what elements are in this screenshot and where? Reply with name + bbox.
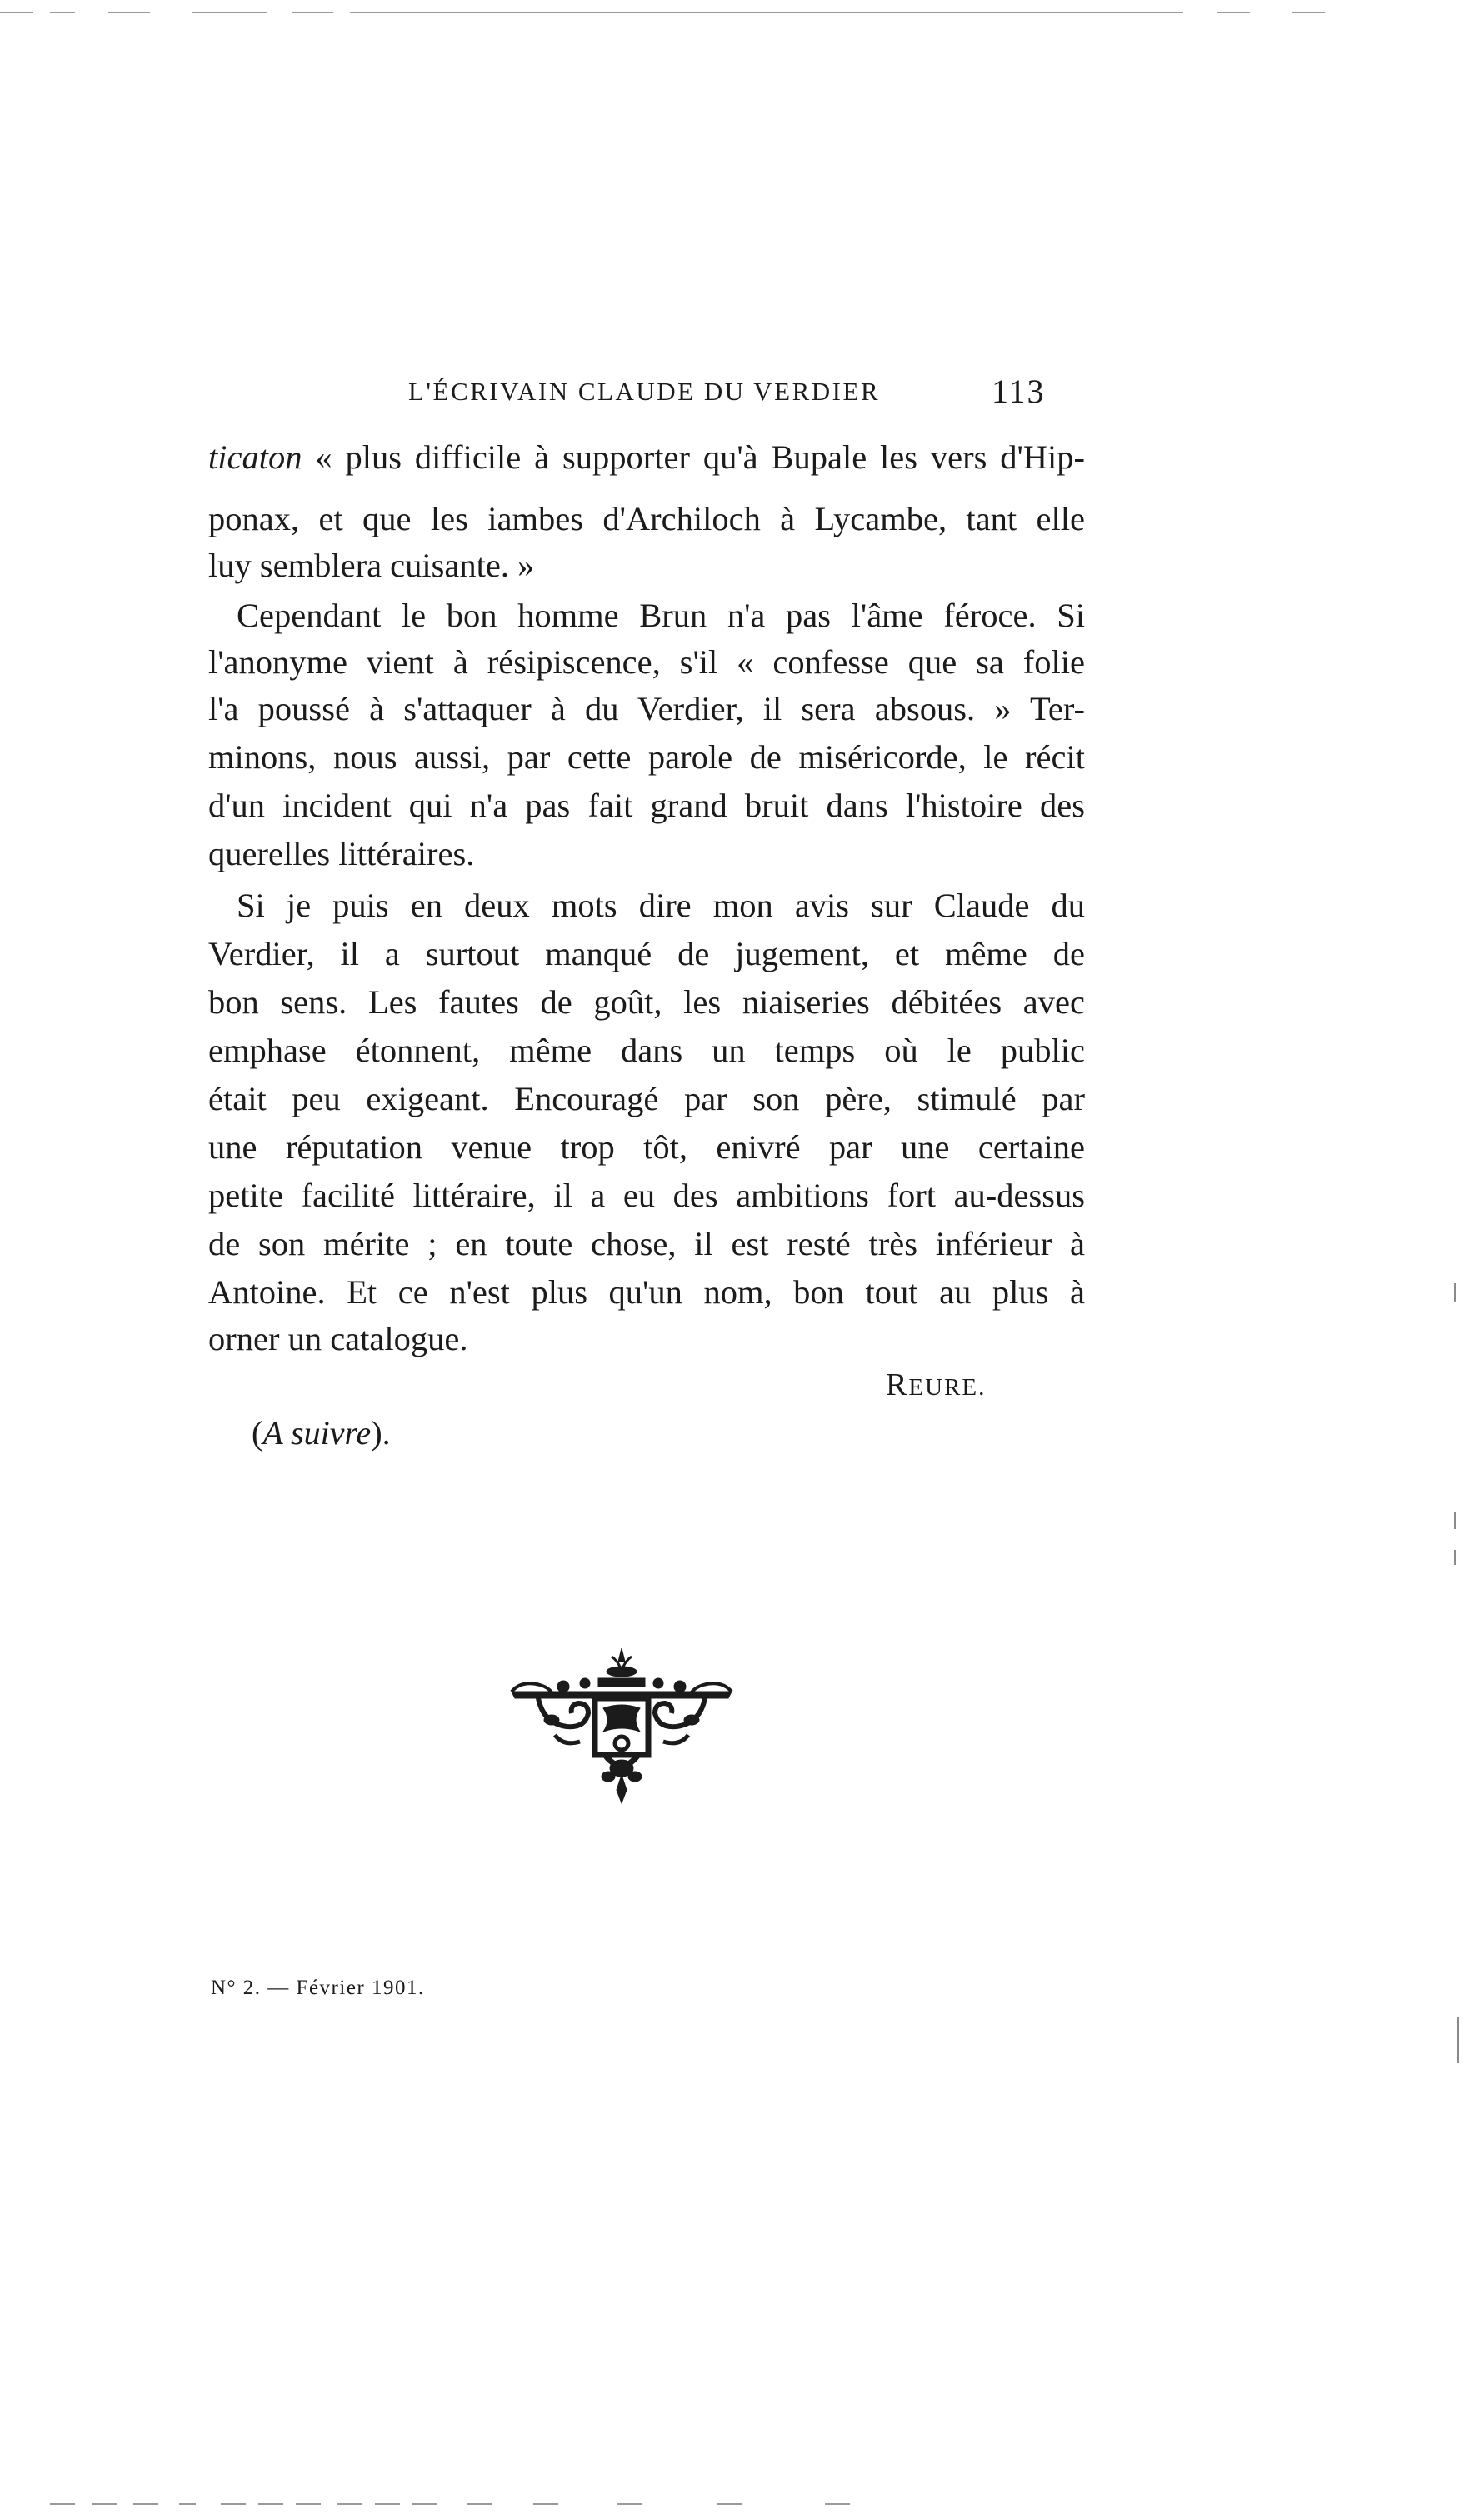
text-line: emphase étonnent, même dans un temps où le public (208, 1032, 1085, 1069)
text-line: Cependant le bon homme Brun n'a pas l'âme féroce. Si (237, 597, 1085, 634)
text-line: d'un incident qui n'a pas fait grand bruit dans l'histoire des (208, 787, 1085, 824)
scan-edge-top (0, 12, 1464, 15)
text-line: était peu exigeant. Encouragé par son père, stimulé par (208, 1080, 1085, 1118)
text-line: bon sens. Les fautes de goût, les niaiseries débitées avec (208, 983, 1085, 1021)
scan-mark (1457, 2017, 1459, 2062)
fleuron-ornament-icon (505, 1643, 738, 1810)
text-line: petite facilité littéraire, il a eu des ambitions fort au-dessus (208, 1177, 1085, 1214)
text-line: orner un catalogue. (208, 1320, 468, 1358)
author-signature: REURE. (886, 1368, 987, 1402)
text-line: Antoine. Et ce n'est plus qu'un nom, bon tout au plus à (208, 1273, 1085, 1311)
scan-edge-bottom (0, 2503, 1464, 2507)
text-line: Si je puis en deux mots dire mon avis sur Claude du (237, 887, 1085, 924)
continuation-note: (A suivre). (252, 1414, 391, 1452)
italic-word: ticaton (208, 438, 302, 476)
scan-mark (1454, 1283, 1456, 1302)
issue-footer: N° 2. — Février 1901. (211, 1977, 425, 1999)
scan-mark (1454, 1512, 1456, 1529)
text-line: de son mérite ; en toute chose, il est resté très inférieur à (208, 1225, 1085, 1262)
text-line: minons, nous aussi, par cette parole de miséricorde, le récit (208, 738, 1085, 776)
text-line: querelles littéraires. (208, 835, 475, 872)
text-line: Verdier, il a surtout manqué de jugement, et même de (208, 935, 1085, 972)
text-line: l'a poussé à s'attaquer à du Verdier, il sera absous. » Ter- (208, 690, 1085, 728)
page-number: 113 (992, 372, 1046, 410)
text-line: ponax, et que les iambes d'Archiloch à Lycambe, tant elle (208, 500, 1085, 538)
text-line: ticaton « plus difficile à supporter qu'à Bupale les vers d'Hip- (208, 438, 1085, 476)
running-title: L'ÉCRIVAIN CLAUDE DU VERDIER (408, 377, 881, 406)
text-line: l'anonyme vient à résipiscence, s'il « confesse que sa folie (208, 643, 1085, 681)
text-line: une réputation venue trop tôt, enivré par une certaine (208, 1128, 1085, 1166)
scan-mark (1454, 1550, 1456, 1565)
text-line: luy semblera cuisante. » (208, 547, 535, 584)
